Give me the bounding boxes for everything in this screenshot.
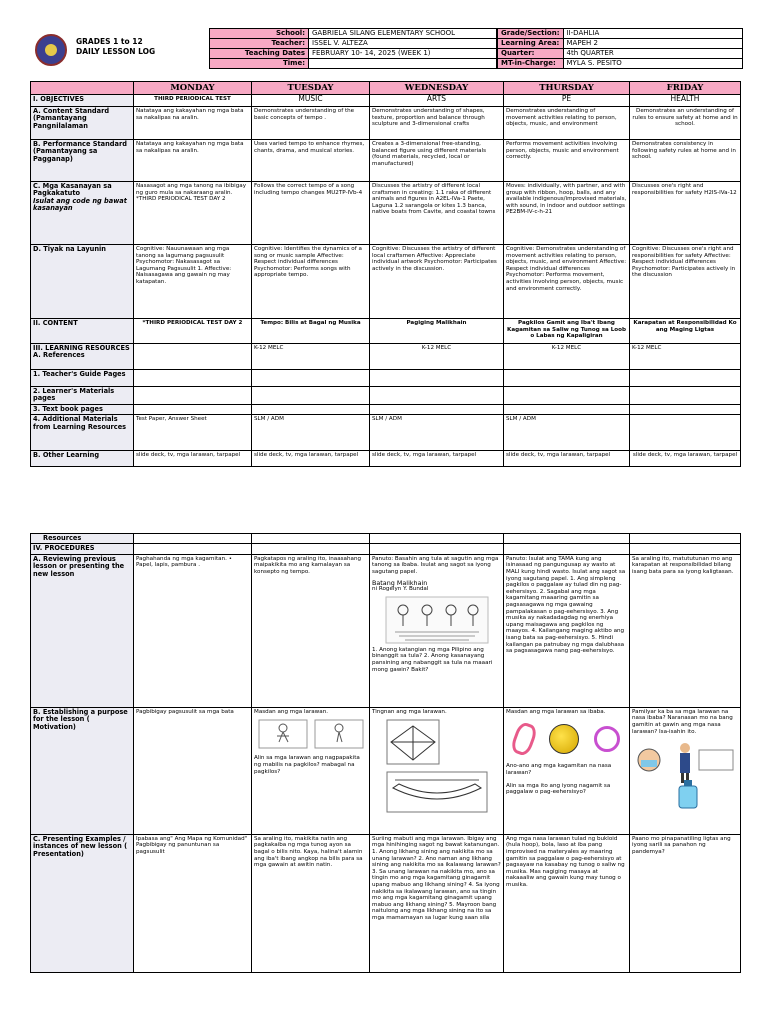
mt-value: MYLA S. PESITO bbox=[563, 59, 742, 69]
teachers-guide-row: 1. Teacher's Guide Pages bbox=[31, 370, 741, 387]
poem-illustration bbox=[385, 596, 489, 644]
info-table-right: Grade/Section: II-DAHLIA Learning Area: MAPEH 2 Quarter: 4th QUARTER MT-in-Charge: MYLA S. PESITO bbox=[497, 28, 743, 69]
lesson-log-table-1 bbox=[30, 81, 741, 467]
header bbox=[28, 28, 743, 72]
deped-seal-icon bbox=[35, 34, 67, 66]
teacher-value: ISSEL V. ALTEZA bbox=[309, 39, 497, 49]
hoop-icon bbox=[594, 726, 620, 752]
time-value bbox=[309, 59, 497, 69]
resources-row: Resources bbox=[31, 534, 741, 544]
quarter-value: 4th QUARTER bbox=[563, 49, 742, 59]
textbook-row: 3. Text book pages bbox=[31, 404, 741, 414]
objectives-row: I. OBJECTIVES THIRD PERIODICAL TEST MUSIC ARTS PE HEALTH bbox=[31, 95, 741, 107]
day-monday: MONDAY bbox=[134, 82, 252, 95]
grade-value: II-DAHLIA bbox=[563, 29, 742, 39]
poem-author: ni Rogelyn Y. Bundal bbox=[372, 586, 429, 593]
content-standard-row: A. Content Standard (Pamantayang Pangnilalaman Natataya ang kakayahan ng mga bata sa nakalipas na aralin. Demonstrates understanding of the basic concepts of tempo . Demonstrates understanding of shapes, texture, proportion and balance through sculpture and 3-dimensional crafts Demonstrates understanding of movement activities relating to person, objects, music, and environment Demonstrates an understanding of rules to ensure safety at home and in school. bbox=[31, 107, 741, 140]
procedures-row: IV. PROCEDURES bbox=[31, 544, 741, 554]
school-value: GABRIELA SILANG ELEMENTARY SCHOOL bbox=[309, 29, 497, 39]
learners-materials-row: 2. Learner's Materials pages bbox=[31, 387, 741, 405]
content-row: II. CONTENT *THIRD PERIODICAL TEST DAY 2 Tempo: Bilis at Bagal ng Musika Pagiging Malikhain Pagkilos Gamit ang Iba't Ibang Kagamitan sa Saliw ng Tunog sa Loob o Labas ng Kapaligiran Karapatan at Responsibilidad Ko ang Maging Ligtas bbox=[31, 319, 741, 344]
safety-pictures bbox=[633, 738, 737, 810]
competencies-row: C. Mga Kasanayan sa Pagkakatuto Isulat ang code ng bawat kasanayan Nasasagot ang mga tanong na ibibigay ng guro mula sa nakaraang aralin. *THIRD PERIODICAL TEST DAY 2 Follows the correct tempo of a song including tempo changes MU2TP-IVb-4 Discusses the artistry of different local craftsmen in creating: 1.1 raka of different animals and figures in A2EL-IVa-1 Paete, Laguna 1.2 sarangola or kites 1.3 banca, native boats from Cavite, and coastal towns Moves: individually, with partner, and with group with ribbon, hoop, balls, and any available indigenous/improvised materials, with sound, in indoor and outdoor settings PE2BM-IV-c-h-21 Discusses one's right and responsibilities for safety H2IS-IVa-12 bbox=[31, 182, 741, 245]
tempo-pictures bbox=[257, 718, 365, 752]
presenting-row: C. Presenting Examples / instances of new lesson ( Presentation) Ipabasa ang" Ang Mapa ng Komunidad" Pagbibigay ng panuntunan sa pagsusulit Sa araling ito, makikita natin ang pagkakaiba ng mga tunog ayon sa bagal o bilis nito. Kaya, halina't alamin ang iba't ibang angkop na bilis para sa mga gawain at awitin natin. Suriing mabuti ang mga larawan. Ibigay ang mga hinihinging sagot ng bawat katanungan. 1. Anong likhang sining ang nakikita mo sa unang larawan? 2. Ano naman ang likhang sining ang nakikita mo sa ikalawang larawan? 3. Sa unang larawan na nakikita mo, ano sa tingin mo ang mga kagamitang ginagamit upang mabuo ang likhang sining? 4. Sa iyong nakikita sa ikalawang larawan, ano sa tingin mo ang mga kagamitang ginagamit upang mabuo ang likhang sining? 5. Mayroon bang naitulong ang mga likhang sining na ito sa mga mamamayan sa lugar kung saan sila Ang mga nasa larawan tulad ng bukloid (hula hoop), bola, laso at iba pang improvised na materyales ay maaring gamitin sa paggalaw o pag-eehersisyo at pagsayaw na kasabay ng tunog o saliw ng musika. Mas nagiging masaya at nakaaaliw ang gawain kung may tunog o musika. Paano mo pinapanatiling ligtas ang iyong sarili sa panahon ng pandemya? bbox=[31, 834, 741, 972]
dates-value: FEBRUARY 10- 14, 2025 (WEEK 1) bbox=[309, 49, 497, 59]
day-friday: FRIDAY bbox=[630, 82, 741, 95]
additional-materials-row: 4. Additional Materials from Learning Resources Test Paper, Answer Sheet SLM / ADM SLM / ADM SLM / ADM bbox=[31, 415, 741, 451]
reviewing-row: A. Reviewing previous lesson or presenting the new lesson Paghahanda ng mga kagamitan. • Papel, lapis, pambura . Pagkatapos ng araling ito, inaasahang maipakikita mo ang kamalayan sa konsepto ng tempo. Panuto: Basahin ang tula at sagutin ang mga tanong sa ibaba. Isulat ang sagot sa iyong sagutang papel. Batang Malikhain ni Rogelyn Y. Bundal 1. Anong katangian ng mga Pilipino ang binanggit sa tula? 2. Anong kasanayang pansining ang nabanggit sa tula na maaari mong gawin? Bakit? Panuto: Isulat ang TAMA kung ang isinasaad ng pangungusap ay wasto at MALI kung hindi wasto. Isulat ang sagot sa iyong sagutang papel. 1. Ang simpleng pagkilos o paggalaw ay tulad din ng pag-eehersisyo. 2. Sagabal ang mga kagamitang maaaring gamitin sa pagsasagawa ng mga gawaing pampalakasan o pag-eehersisyo. 3. Ang musika ay nakadadagdag ng enerhiya upang maisagawa ang pagkilos ng maayos. 4. Kailangang maging aktibo ang isang bata sa pag-eehersisyo. 5. Hindi kailangan pa patnubay ng mga dalubhasa sa pagsasagawa nang pag-eehersisyo. Sa araling ito, matututunan mo ang karapatan at responsibilidad bilang isang bata para sa iyong kaligtasan. bbox=[31, 554, 741, 707]
establishing-row: B. Establishing a purpose for the lesson ( Motivation) Pagbibigay pagsusulit sa mga bata Masdan ang mga larawan. Alin sa mga larawan ang nagpapakita ng mabilis na pagkilos? mabagal na pagkilos? Tingnan ang mga larawan. Masdan ang mga larawan sa ibaba. Ano-ano ang mga kagamitan na nasa larawan? Alin sa mga ito ang iyong nagamit sa paggalaw o pag-eehersisyo? Pamilyar ka ba sa mga larawan na nasa ibaba? Naranasan mo na bang gamitin at gawin ang mga nasa larawan? Isa-isahin ito. bbox=[31, 707, 741, 834]
info-table-left: School: GABRIELA SILANG ELEMENTARY SCHOOL Teacher: ISSEL V. ALTEZA Teaching Dates FEBRUARY 10- 14, 2025 (WEEK 1) Time: bbox=[209, 28, 497, 69]
form-title: GRADES 1 to 12 DAILY LESSON LOG bbox=[76, 37, 156, 56]
crafts-pictures bbox=[385, 718, 489, 814]
pe-equipment-pictures bbox=[506, 723, 627, 755]
learning-resources-row: III. LEARNING RESOURCES A. References K-12 MELC K-12 MELC K-12 MELC K-12 MELC bbox=[31, 344, 741, 370]
day-header-row bbox=[31, 82, 741, 95]
ball-icon bbox=[549, 724, 579, 754]
day-thursday: THURSDAY bbox=[504, 82, 630, 95]
lesson-log-table-2 bbox=[30, 533, 741, 973]
specific-objectives-row: D. Tiyak na Layunin Cognitive: Nauunawaan ang mga tanong sa lagumang pagsusulit Psychomotor: Nakasasagot sa Lagumang Pagsusulit 1. Affective: Naisasagawa ang gawain ng may katapatan. Cognitive: Identifies the dynamics of a song or music sample Affective: Respect individual differences Psychomotor: Performs songs with appropriate tempo. Cognitive: Discusses the artistry of different local craftsmen Affective: Appreciate individual artwork Psychomotor: Participates actively in the discussion. Cognitive: Demonstrates understanding of movement activities relating to person, objects, music, and environment Affective: Respect individual differences Psychomotor: Performs movement, activities involving person, objects, music and environment correctly. Cognitive: Discusses one's right and responsibilities for safety Affective: Respect individual differences Psychomotor: Participates actively in the discussion bbox=[31, 245, 741, 319]
other-learning-row: B. Other Learning slide deck, tv, mga larawan, tarpapel slide deck, tv, mga larawan, tarpapel slide deck, tv, mga larawan, tarpapel slide deck, tv, mga larawan, tarpapel slide deck, tv, mga larawan, tarpapel bbox=[31, 451, 741, 467]
day-tuesday: TUESDAY bbox=[252, 82, 370, 95]
ribbon-icon bbox=[509, 721, 539, 758]
poem-title: Batang Malikhain bbox=[372, 578, 428, 587]
area-value: MAPEH 2 bbox=[563, 39, 742, 49]
performance-standard-row: B. Performance Standard (Pamantayang sa Pagganap) Natataya ang kakayahan ng mga bata sa nakalipas na aralin. Uses varied tempo to enhance rhymes, chants, drama, and musical stories. Creates a 3-dimensional free-standing, balanced figure using different materials (found materials, recycled, local or manufactured) Performs movement activities involving person, objects, music and environment correctly. Demonstrates consistency in following safety rules at home and in school. bbox=[31, 140, 741, 182]
day-wednesday: WEDNESDAY bbox=[370, 82, 504, 95]
